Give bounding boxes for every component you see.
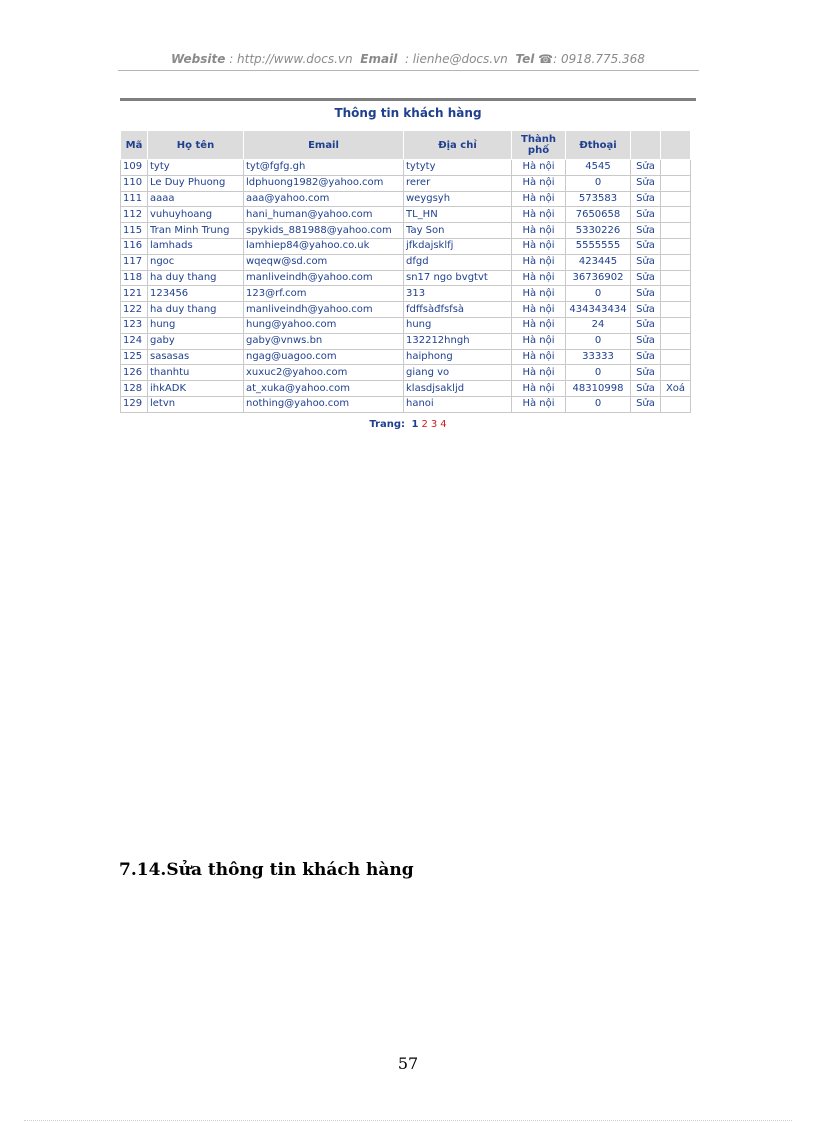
email-value: : lienhe@docs.vn bbox=[404, 52, 508, 66]
table-cell: Hà nội bbox=[512, 333, 566, 349]
table-cell: Hà nội bbox=[512, 191, 566, 207]
table-cell: hanoi bbox=[404, 396, 512, 412]
table-cell: klasdjsakljd bbox=[404, 381, 512, 397]
table-cell: 573583 bbox=[566, 191, 631, 207]
edit-link[interactable]: Sửa bbox=[631, 270, 661, 286]
edit-link[interactable]: Sửa bbox=[631, 286, 661, 302]
phone-icon: ☎ bbox=[538, 52, 554, 66]
screenshot-top-bar bbox=[120, 98, 696, 101]
edit-link[interactable]: Sửa bbox=[631, 175, 661, 191]
table-cell: 129 bbox=[121, 396, 148, 412]
table-cell: hung bbox=[148, 317, 244, 333]
column-header: Thành phố bbox=[512, 131, 566, 160]
header-divider bbox=[118, 70, 699, 71]
table-cell: tyty bbox=[148, 160, 244, 176]
table-cell: 125 bbox=[121, 349, 148, 365]
table-cell: Hà nội bbox=[512, 175, 566, 191]
table-cell: manliveindh@yahoo.com bbox=[244, 302, 404, 318]
customer-info-screenshot bbox=[120, 98, 696, 430]
table-cell: ldphuong1982@yahoo.com bbox=[244, 175, 404, 191]
page-link[interactable]: 3 bbox=[430, 418, 438, 430]
table-cell: 117 bbox=[121, 254, 148, 270]
table-cell: tytyty bbox=[404, 160, 512, 176]
table-cell: Tran Minh Trung bbox=[148, 223, 244, 239]
table-row bbox=[121, 396, 691, 412]
table-cell: 48310998 bbox=[566, 381, 631, 397]
table-cell: 132212hngh bbox=[404, 333, 512, 349]
table-cell: nothing@yahoo.com bbox=[244, 396, 404, 412]
table-row bbox=[121, 238, 691, 254]
tel-label: Tel bbox=[515, 52, 535, 66]
table-cell: 0 bbox=[566, 175, 631, 191]
table-cell: ha duy thang bbox=[148, 302, 244, 318]
column-header bbox=[661, 131, 691, 160]
table-row bbox=[121, 207, 691, 223]
page-link[interactable]: 1 bbox=[411, 418, 419, 430]
table-row bbox=[121, 175, 691, 191]
delete-link bbox=[661, 286, 691, 302]
table-row bbox=[121, 381, 691, 397]
table-cell: letvn bbox=[148, 396, 244, 412]
table-cell: xuxuc2@yahoo.com bbox=[244, 365, 404, 381]
table-cell: 123 bbox=[121, 317, 148, 333]
table-cell: ihkADK bbox=[148, 381, 244, 397]
tel-value: : 0918.775.368 bbox=[553, 52, 645, 66]
table-cell: ha duy thang bbox=[148, 270, 244, 286]
edit-link[interactable]: Sửa bbox=[631, 160, 661, 176]
delete-link bbox=[661, 333, 691, 349]
table-cell: vuhuyhoang bbox=[148, 207, 244, 223]
table-row bbox=[121, 365, 691, 381]
customer-table bbox=[120, 130, 691, 413]
delete-link[interactable]: Xoá bbox=[661, 381, 691, 397]
column-header: Mã bbox=[121, 131, 148, 160]
table-cell: 434343434 bbox=[566, 302, 631, 318]
delete-link bbox=[661, 207, 691, 223]
table-cell: Hà nội bbox=[512, 317, 566, 333]
table-cell: ngoc bbox=[148, 254, 244, 270]
table-cell: rerer bbox=[404, 175, 512, 191]
edit-link[interactable]: Sửa bbox=[631, 333, 661, 349]
table-cell: fdffsàđfsfsà bbox=[404, 302, 512, 318]
column-header: Địa chỉ bbox=[404, 131, 512, 160]
table-cell: 423445 bbox=[566, 254, 631, 270]
delete-link bbox=[661, 238, 691, 254]
table-cell: hani_human@yahoo.com bbox=[244, 207, 404, 223]
table-row bbox=[121, 349, 691, 365]
table-cell: aaa@yahoo.com bbox=[244, 191, 404, 207]
page-link[interactable]: 4 bbox=[440, 418, 447, 430]
table-cell: 110 bbox=[121, 175, 148, 191]
table-cell: Hà nội bbox=[512, 270, 566, 286]
edit-link[interactable]: Sửa bbox=[631, 317, 661, 333]
table-header-row bbox=[121, 131, 691, 160]
table-cell: Hà nội bbox=[512, 286, 566, 302]
column-header: Email bbox=[244, 131, 404, 160]
table-cell: 123@rf.com bbox=[244, 286, 404, 302]
delete-link bbox=[661, 317, 691, 333]
table-cell: 122 bbox=[121, 302, 148, 318]
table-cell: Hà nội bbox=[512, 254, 566, 270]
table-row bbox=[121, 333, 691, 349]
table-cell: spykids_881988@yahoo.com bbox=[244, 223, 404, 239]
delete-link bbox=[661, 223, 691, 239]
pagination-label: Trang: bbox=[369, 418, 406, 430]
table-cell: haiphong bbox=[404, 349, 512, 365]
table-cell: 4545 bbox=[566, 160, 631, 176]
page-number: 57 bbox=[397, 1054, 419, 1073]
footer-divider bbox=[24, 1120, 792, 1121]
delete-link bbox=[661, 175, 691, 191]
table-body bbox=[121, 160, 691, 413]
table-cell: 123456 bbox=[148, 286, 244, 302]
table-cell: Hà nội bbox=[512, 207, 566, 223]
delete-link bbox=[661, 365, 691, 381]
table-row bbox=[121, 160, 691, 176]
table-row bbox=[121, 270, 691, 286]
column-header: Đthoại bbox=[566, 131, 631, 160]
table-cell: 33333 bbox=[566, 349, 631, 365]
table-cell: Tay Son bbox=[404, 223, 512, 239]
edit-link[interactable]: Sửa bbox=[631, 349, 661, 365]
table-cell: 121 bbox=[121, 286, 148, 302]
table-cell: Hà nội bbox=[512, 365, 566, 381]
delete-link bbox=[661, 270, 691, 286]
table-row bbox=[121, 223, 691, 239]
table-cell: 128 bbox=[121, 381, 148, 397]
table-cell: 5330226 bbox=[566, 223, 631, 239]
edit-link[interactable]: Sửa bbox=[631, 191, 661, 207]
table-cell: gaby@vnws.bn bbox=[244, 333, 404, 349]
column-header bbox=[631, 131, 661, 160]
table-cell: 118 bbox=[121, 270, 148, 286]
table-cell: weygsyh bbox=[404, 191, 512, 207]
edit-link[interactable]: Sửa bbox=[631, 207, 661, 223]
delete-link bbox=[661, 349, 691, 365]
table-cell: thanhtu bbox=[148, 365, 244, 381]
page-link[interactable]: 2 bbox=[421, 418, 428, 430]
table-cell: wqeqw@sd.com bbox=[244, 254, 404, 270]
table-cell: Hà nội bbox=[512, 223, 566, 239]
table-cell: gaby bbox=[148, 333, 244, 349]
table-cell: 111 bbox=[121, 191, 148, 207]
delete-link bbox=[661, 191, 691, 207]
table-cell: Hà nội bbox=[512, 396, 566, 412]
column-header: Họ tên bbox=[148, 131, 244, 160]
table-cell: lamhiep84@yahoo.co.uk bbox=[244, 238, 404, 254]
table-row bbox=[121, 286, 691, 302]
table-cell: giang vo bbox=[404, 365, 512, 381]
table-cell: 313 bbox=[404, 286, 512, 302]
edit-link[interactable]: Sửa bbox=[631, 223, 661, 239]
table-cell: 109 bbox=[121, 160, 148, 176]
table-cell: at_xuka@yahoo.com bbox=[244, 381, 404, 397]
table-cell: Hà nội bbox=[512, 238, 566, 254]
table-row bbox=[121, 317, 691, 333]
table-cell: 115 bbox=[121, 223, 148, 239]
table-cell: Le Duy Phuong bbox=[148, 175, 244, 191]
table-cell: tyt@fgfg.gh bbox=[244, 160, 404, 176]
table-cell: aaaa bbox=[148, 191, 244, 207]
edit-link[interactable]: Sửa bbox=[631, 302, 661, 318]
table-cell: 126 bbox=[121, 365, 148, 381]
table-cell: Hà nội bbox=[512, 160, 566, 176]
website-label: Website bbox=[171, 52, 226, 66]
edit-link[interactable]: Sửa bbox=[631, 238, 661, 254]
table-cell: lamhads bbox=[148, 238, 244, 254]
table-cell: 116 bbox=[121, 238, 148, 254]
table-row bbox=[121, 254, 691, 270]
delete-link bbox=[661, 302, 691, 318]
table-cell: 5555555 bbox=[566, 238, 631, 254]
edit-link[interactable]: Sửa bbox=[631, 396, 661, 412]
table-cell: 124 bbox=[121, 333, 148, 349]
table-row bbox=[121, 191, 691, 207]
table-cell: manliveindh@yahoo.com bbox=[244, 270, 404, 286]
table-cell: 36736902 bbox=[566, 270, 631, 286]
table-row bbox=[121, 302, 691, 318]
table-cell: ngag@uagoo.com bbox=[244, 349, 404, 365]
table-cell: 0 bbox=[566, 396, 631, 412]
table-cell: dfgd bbox=[404, 254, 512, 270]
table-cell: sn17 ngo bvgtvt bbox=[404, 270, 512, 286]
website-value: : http://www.docs.vn bbox=[229, 52, 353, 66]
table-cell: 0 bbox=[566, 333, 631, 349]
table-cell: Hà nội bbox=[512, 349, 566, 365]
table-cell: Hà nội bbox=[512, 302, 566, 318]
table-cell: 0 bbox=[566, 286, 631, 302]
page-header bbox=[0, 52, 816, 66]
edit-link[interactable]: Sửa bbox=[631, 381, 661, 397]
table-cell: hung@yahoo.com bbox=[244, 317, 404, 333]
table-cell: hung bbox=[404, 317, 512, 333]
screenshot-title: Thông tin khách hàng bbox=[334, 106, 482, 120]
delete-link bbox=[661, 160, 691, 176]
email-label: Email bbox=[360, 52, 398, 66]
table-cell: sasasas bbox=[148, 349, 244, 365]
edit-link[interactable]: Sửa bbox=[631, 365, 661, 381]
delete-link bbox=[661, 254, 691, 270]
table-cell: jfkdajsklfj bbox=[404, 238, 512, 254]
edit-link[interactable]: Sửa bbox=[631, 254, 661, 270]
section-heading: 7.14.Sửa thông tin khách hàng bbox=[119, 860, 414, 880]
table-cell: 112 bbox=[121, 207, 148, 223]
table-cell: 0 bbox=[566, 365, 631, 381]
pagination-pages bbox=[409, 419, 447, 430]
table-cell: Hà nội bbox=[512, 381, 566, 397]
pagination bbox=[120, 419, 696, 430]
table-cell: 7650658 bbox=[566, 207, 631, 223]
table-cell: 24 bbox=[566, 317, 631, 333]
table-cell: TL_HN bbox=[404, 207, 512, 223]
delete-link bbox=[661, 396, 691, 412]
